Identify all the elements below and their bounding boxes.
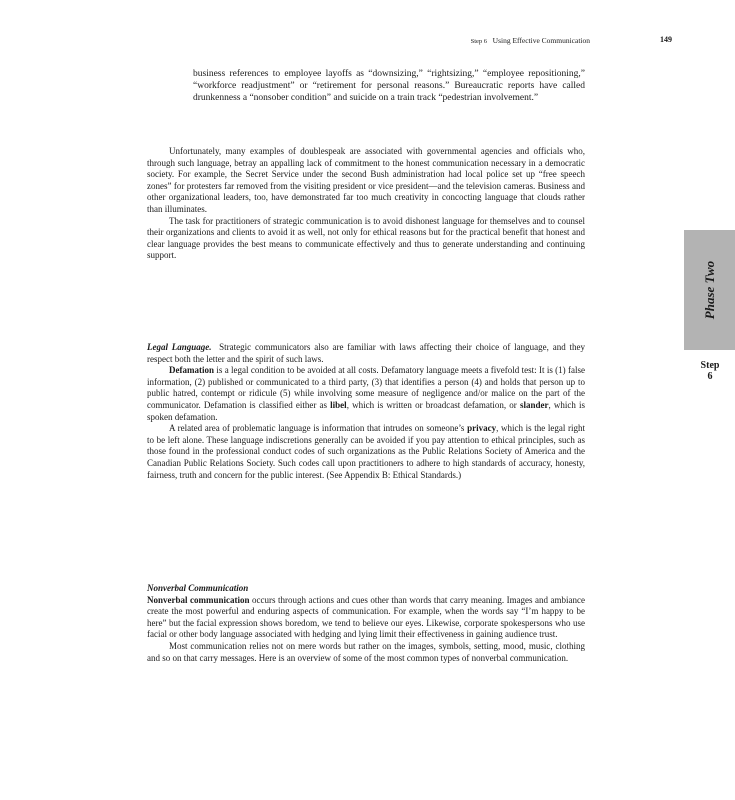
nonverbal-text-1: occurs through actions and cues other than words that carry meaning. Images and ambiance create the most powerful and enduring aspects of communication. For example, when the words say “I’m happy to be here” but the facial expression shows boredom, we tend to believe our eyes. Likewise, corporate spokespersons who use facial or other body language associated with hedging and lying limit their effectiveness in gaining audience trust. [147, 594, 586, 640]
nonverbal-paragraph-1 [147, 595, 585, 641]
nonverbal-paragraph-2: Most communication relies not on mere words but rather on the images, symbols, setting, mood, music, clothing and so on that carry messages. Here is an overview of some of the most common types of nonverbal communication. [147, 640, 585, 663]
nonverbal-section [147, 583, 585, 664]
privacy-paragraph [147, 423, 585, 481]
term-defamation: Defamation [169, 365, 214, 376]
doublespeak-section [147, 146, 585, 262]
privacy-text-1: A related area of problematic language is information that intrudes on someone’s [169, 423, 465, 434]
term-libel: libel [330, 399, 347, 410]
legal-intro-paragraph [147, 342, 585, 365]
legal-intro: Strategic communicators also are familiar with laws affecting their choice of language, and they respect both the letter and the spirit of such laws. [147, 342, 585, 364]
block-quote [193, 68, 585, 105]
defamation-text-3: , which is spoken defamation. [147, 399, 586, 422]
phase-tab-label: Phase Two [701, 260, 717, 320]
legal-heading: Legal Language. [147, 342, 212, 352]
doublespeak-paragraph-2: The task for practitioners of strategic communication is to avoid dishonest language for themselves and to counsel their organizations and clients to avoid it as well, not only for ethical reasons but for the practical benefit that honest and clear language provides the best means to communicate effectively and thus to generate understanding and continuing support. [147, 215, 585, 261]
running-head-step: Step 6 [470, 38, 488, 45]
page-number: 149 [660, 35, 672, 44]
legal-section [147, 342, 585, 481]
term-nonverbal: Nonverbal communication [147, 594, 250, 605]
term-slander: slander [519, 399, 549, 410]
step-marker [690, 360, 730, 382]
step-marker-label: Step [700, 360, 720, 371]
nonverbal-heading: Nonverbal Communication [147, 583, 249, 593]
term-privacy: privacy [467, 423, 497, 434]
defamation-text-1: is a legal condition to be avoided at all costs. Defamatory language meets a fivefold test: It is (1) false information, (2) published or communicated to a third party, (3) that identifies a person (4) and holds that person up to public hatred, contempt or ridicule (5) while involving some measure of negligence and/or malice on the part of the communicator. Defamation is classified either as [147, 365, 585, 410]
running-head-title: Using Effective Communication [492, 36, 590, 45]
step-marker-number: 6 [707, 371, 713, 382]
quote-text: business references to employee layoffs as “downsizing,” “rightsizing,” “employee repositioning,” “workforce readjustment” or “retirement for personal reasons.” Bureaucratic reports have called drunkenness a “nonsober condition” and suicide on a train track “pedestrian involvement.” [193, 69, 585, 104]
defamation-paragraph [147, 365, 585, 423]
doublespeak-paragraph-1: Unfortunately, many examples of doublespeak are associated with governmental agencies and officials who, through such language, betray an appalling lack of commitment to the honest communication necessary in a democratic society. For example, the Secret Service under the second Bush administration had local police set up “free speech zones” for protesters far removed from the visiting president or vice president—and the television cameras. Business and other organizational leaders, too, have demonstrated far too much creativity in concocting language that clouds rather than illuminates. [147, 146, 585, 214]
running-head [400, 36, 590, 45]
defamation-text-2: , which is written or broadcast defamation, or [346, 399, 517, 410]
privacy-text-2: , which is the legal right to be left alone. These language indiscretions generally can be avoided if you pay attention to ethical principles, such as those found in the professional conduct codes of such organizations as the Public Relations Society of America and the Canadian Public Relations Society. Such codes call upon practitioners to adhere to high standards of accuracy, honesty, fairness, truth and concern for the public interest. (See Appendix B: Ethical Standards.) [147, 423, 585, 480]
phase-tab [684, 230, 735, 350]
